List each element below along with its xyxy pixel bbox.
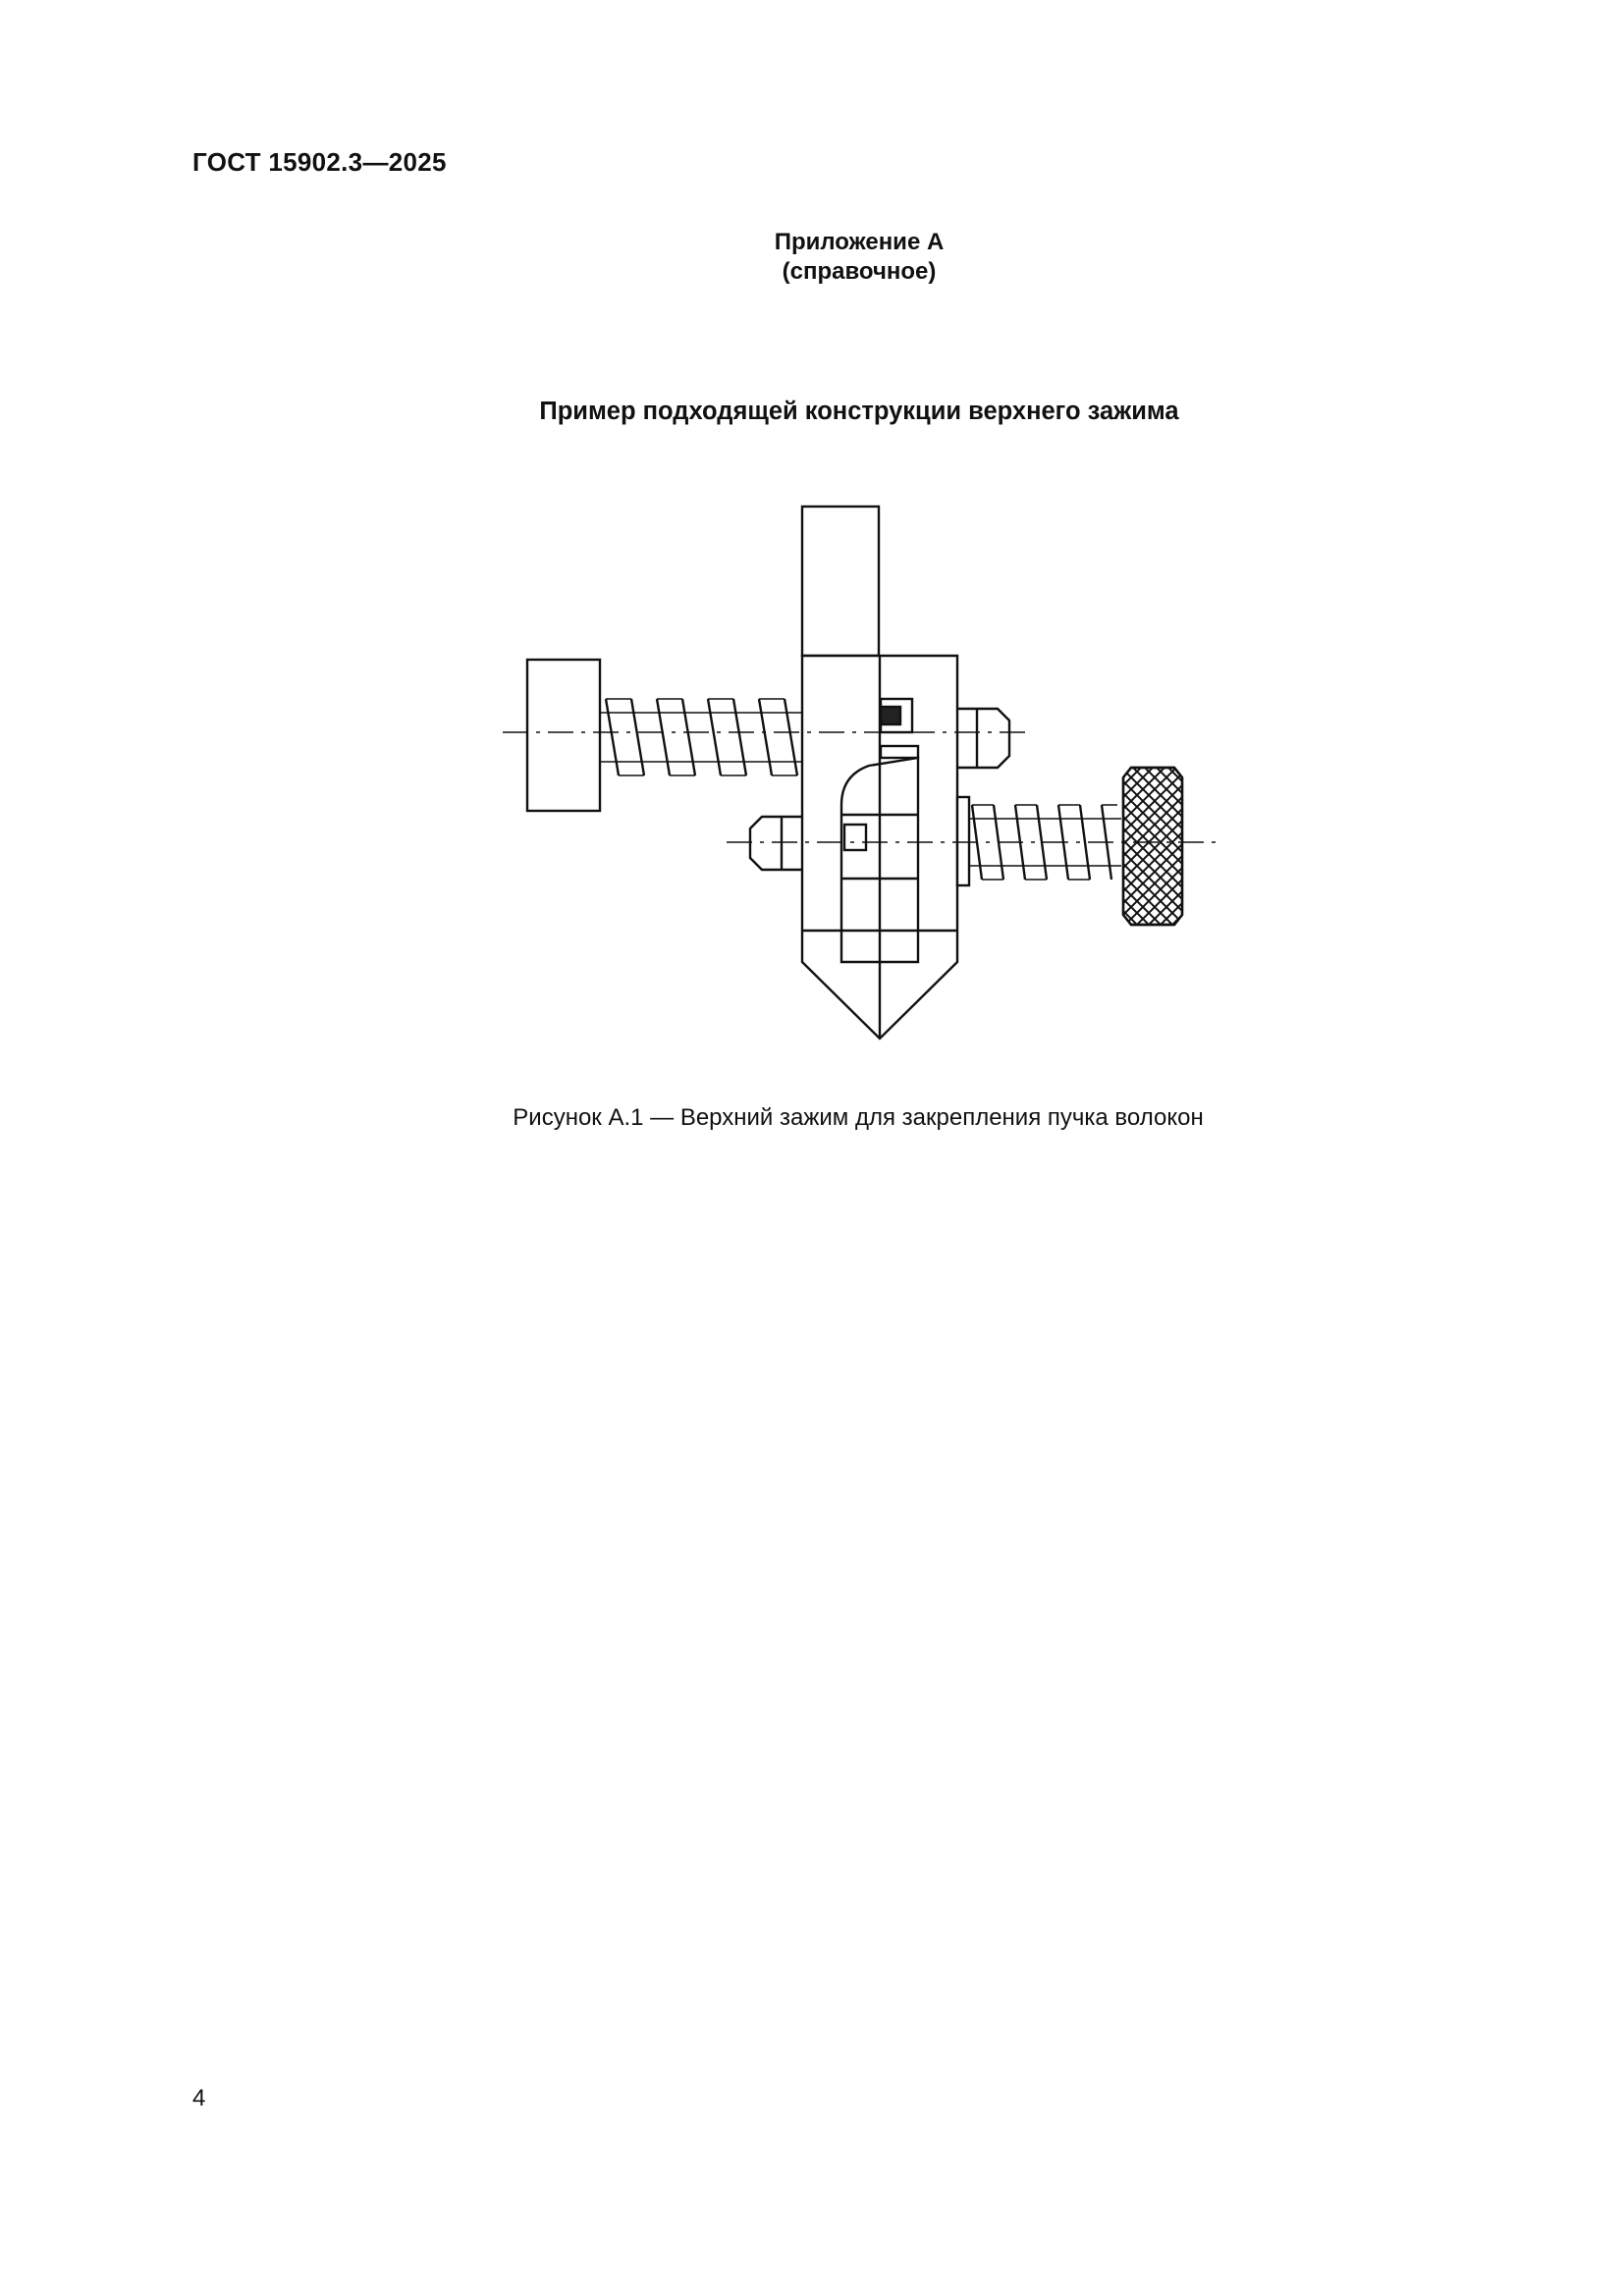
section-title: Пример подходящей конструкции верхнего зажима (539, 398, 1179, 425)
knurled-knob (1123, 768, 1182, 925)
appendix-heading (0, 228, 1624, 287)
page-number: 4 (192, 2085, 206, 2111)
left-spring (600, 699, 802, 775)
document-code: ГОСТ 15902.3—2025 (192, 147, 447, 177)
left-cap (527, 660, 600, 811)
clamp-drawing (491, 491, 1237, 1060)
right-pin (957, 709, 1009, 768)
lower-left-pin (750, 817, 802, 870)
appendix-kind: (справочное) (782, 258, 937, 285)
figure-caption: Рисунок А.1 — Верхний зажим для закрепления пучка волокон (513, 1104, 1204, 1131)
appendix-label: Приложение А (774, 229, 945, 255)
lower-collar (957, 797, 969, 885)
clamp-rod (802, 507, 879, 656)
